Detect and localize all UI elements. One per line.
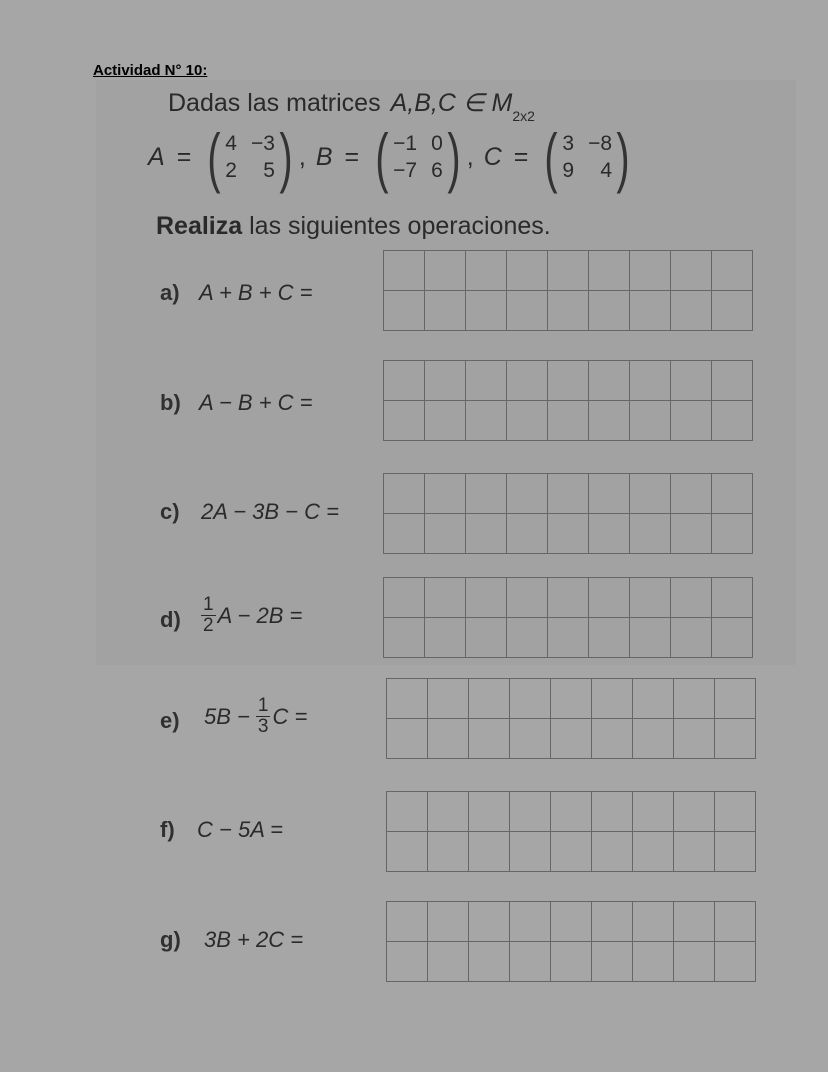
grid-cell[interactable] [674,679,715,719]
grid-cell[interactable] [592,942,633,982]
grid-cell[interactable] [592,679,633,719]
grid-cell[interactable] [630,291,671,331]
grid-cell[interactable] [548,618,589,658]
answer-grid[interactable] [386,791,756,872]
grid-cell[interactable] [674,832,715,872]
instruction [156,212,551,241]
grid-cell[interactable] [428,902,469,942]
grid-cell[interactable] [589,291,630,331]
grid-cell[interactable] [466,578,507,618]
grid-cell[interactable] [712,474,753,514]
grid-cell[interactable] [548,291,589,331]
grid-row [384,578,753,618]
grid-cell[interactable] [428,792,469,832]
grid-cell[interactable] [469,942,510,982]
grid-row [387,832,756,872]
grid-cell[interactable] [592,719,633,759]
grid-cell[interactable] [671,401,712,441]
grid-cell[interactable] [551,942,592,982]
answer-grid[interactable] [386,901,756,982]
exercise-g [0,901,828,991]
grid-cell[interactable] [428,832,469,872]
grid-cell[interactable] [712,401,753,441]
grid-cell[interactable] [712,578,753,618]
grid-cell[interactable] [466,401,507,441]
page-title: Actividad N° 10: [93,62,208,79]
fraction [256,696,271,737]
exercise-f [0,791,828,881]
exercise-label: c) [160,499,180,524]
grid-cell[interactable] [425,401,466,441]
grid-cell[interactable] [633,792,674,832]
grid-cell[interactable] [633,679,674,719]
grid-cell[interactable] [633,942,674,982]
grid-cell[interactable] [466,251,507,291]
grid-cell[interactable] [466,361,507,401]
grid-cell[interactable] [510,942,551,982]
grid-cell[interactable] [674,902,715,942]
exercise-e [0,678,828,768]
grid-cell[interactable] [425,618,466,658]
matrix-cell: 4 [225,132,237,155]
grid-cell[interactable] [428,719,469,759]
grid-cell[interactable] [589,618,630,658]
grid-cell[interactable] [589,474,630,514]
grid-cell[interactable] [425,474,466,514]
grid-cell[interactable] [466,474,507,514]
grid-cell[interactable] [712,514,753,554]
grid-cell[interactable] [630,251,671,291]
grid-cell[interactable] [589,578,630,618]
intro-sets: A,B,C ∈ M [390,89,513,117]
grid-cell[interactable] [551,679,592,719]
grid-cell[interactable] [592,832,633,872]
matrix-definitions: A = ( 4 −3 2 5 ) , B = ( −1 0 −7 6 ) , C = ( 3 −8 9 4 ) [148,120,630,194]
grid-cell[interactable] [548,401,589,441]
exercise-c [0,473,828,563]
grid-cell[interactable] [466,291,507,331]
grid-cell[interactable] [507,514,548,554]
matrix-c-name: C [483,142,502,171]
grid-cell[interactable] [630,474,671,514]
grid-cell[interactable] [387,902,428,942]
expression-text: A − 2B = [217,602,303,628]
intro-subscript: 2x2 [512,108,535,124]
fraction-numerator: 1 [257,695,269,716]
grid-cell[interactable] [384,514,425,554]
grid-cell[interactable] [387,719,428,759]
grid-cell[interactable] [630,401,671,441]
grid-cell[interactable] [510,719,551,759]
grid-cell[interactable] [466,514,507,554]
grid-cell[interactable] [712,291,753,331]
grid-cell[interactable] [384,474,425,514]
instruction-rest: las siguientes operaciones. [242,212,551,240]
exercise-expression: 2A − 3B − C = [201,499,339,524]
grid-cell[interactable] [551,832,592,872]
grid-cell[interactable] [633,902,674,942]
grid-row [387,942,756,982]
grid-cell[interactable] [633,832,674,872]
grid-cell[interactable] [384,361,425,401]
grid-row [387,679,756,719]
grid-cell[interactable] [630,578,671,618]
grid-cell[interactable] [712,251,753,291]
grid-row [384,474,753,514]
grid-cell[interactable] [387,792,428,832]
grid-cell[interactable] [674,719,715,759]
grid-cell[interactable] [548,578,589,618]
matrix-cell: −3 [250,132,275,155]
exercise-expression: C − 5A = [197,817,284,842]
matrix-cell: 3 [562,132,575,155]
grid-cell[interactable] [510,832,551,872]
grid-cell[interactable] [510,902,551,942]
grid-cell[interactable] [469,832,510,872]
grid-cell[interactable] [715,832,756,872]
grid-row [384,361,753,401]
exercise-label: d) [160,607,181,632]
matrix-cell: 4 [600,159,613,182]
grid-cell[interactable] [551,792,592,832]
grid-cell[interactable] [548,474,589,514]
grid-cell[interactable] [387,942,428,982]
matrix-cell: 5 [263,159,275,182]
exercise-expression: 3B + 2C = [204,927,304,952]
grid-row [384,514,753,554]
grid-cell[interactable] [384,618,425,658]
grid-cell[interactable] [712,361,753,401]
grid-row [387,902,756,942]
grid-cell[interactable] [551,902,592,942]
grid-cell[interactable] [589,401,630,441]
grid-cell[interactable] [592,792,633,832]
grid-cell[interactable] [671,514,712,554]
exercise-a [0,250,828,340]
grid-cell[interactable] [466,618,507,658]
grid-row [384,401,753,441]
expression-text: C = [272,703,308,729]
grid-cell[interactable] [387,679,428,719]
grid-cell[interactable] [715,679,756,719]
grid-row [387,792,756,832]
grid-cell[interactable] [510,679,551,719]
matrix-b [393,130,443,184]
exercise-label: a) [160,280,180,305]
intro-label: Dadas las matrices [168,89,381,117]
grid-row [384,618,753,658]
exercise-expression [199,595,302,636]
grid-cell[interactable] [633,719,674,759]
grid-row [384,251,753,291]
grid-cell[interactable] [425,514,466,554]
grid-cell[interactable] [548,361,589,401]
grid-cell[interactable] [592,902,633,942]
fraction-denominator: 2 [203,615,214,636]
grid-cell[interactable] [630,361,671,401]
grid-cell[interactable] [384,251,425,291]
grid-cell[interactable] [671,578,712,618]
grid-cell[interactable] [671,474,712,514]
matrix-cell: 6 [431,159,443,182]
grid-cell[interactable] [507,291,548,331]
grid-cell[interactable] [674,942,715,982]
grid-cell[interactable] [428,679,469,719]
grid-cell[interactable] [384,291,425,331]
grid-row [384,291,753,331]
grid-cell[interactable] [715,719,756,759]
grid-cell[interactable] [425,361,466,401]
matrix-cell: 2 [225,159,237,182]
matrix-b-name: B [315,142,333,171]
grid-cell[interactable] [671,361,712,401]
fraction-denominator: 3 [257,716,269,737]
exercise-expression: A − B + C = [199,390,313,415]
grid-cell[interactable] [425,578,466,618]
exercise-d [0,577,828,667]
grid-cell[interactable] [630,618,671,658]
grid-cell[interactable] [384,578,425,618]
matrix-cell: −7 [393,159,418,182]
matrix-cell: −8 [588,132,613,155]
grid-cell[interactable] [469,719,510,759]
grid-row [387,719,756,759]
expression-prefix: 5B − [204,703,250,729]
matrix-c [562,130,612,184]
grid-cell[interactable] [384,401,425,441]
answer-grid[interactable] [383,473,753,554]
grid-cell[interactable] [715,792,756,832]
grid-cell[interactable] [507,618,548,658]
matrix-a-name: A [148,142,165,171]
grid-cell[interactable] [387,832,428,872]
grid-cell[interactable] [507,474,548,514]
grid-cell[interactable] [507,251,548,291]
exercise-expression [204,696,307,737]
answer-grid[interactable] [383,577,753,658]
fraction [201,595,216,636]
grid-cell[interactable] [428,942,469,982]
grid-cell[interactable] [715,942,756,982]
grid-cell[interactable] [551,719,592,759]
grid-cell[interactable] [510,792,551,832]
grid-cell[interactable] [469,679,510,719]
grid-cell[interactable] [715,902,756,942]
answer-grid[interactable] [386,678,756,759]
fraction-numerator: 1 [203,594,214,615]
grid-cell[interactable] [507,361,548,401]
grid-cell[interactable] [469,902,510,942]
grid-cell[interactable] [671,291,712,331]
exercise-expression: A + B + C = [199,280,313,305]
grid-cell[interactable] [589,361,630,401]
grid-cell[interactable] [589,514,630,554]
grid-cell[interactable] [589,251,630,291]
answer-grid[interactable] [383,360,753,441]
grid-cell[interactable] [507,578,548,618]
exercise-label: e) [160,708,180,733]
matrix-cell: 0 [431,132,443,155]
answer-grid[interactable] [383,250,753,331]
grid-cell[interactable] [469,792,510,832]
matrix-cell: 9 [562,159,575,182]
grid-cell[interactable] [671,251,712,291]
matrix-cell: −1 [393,132,418,155]
grid-cell[interactable] [548,514,589,554]
instruction-bold: Realiza [156,212,243,240]
exercise-label: g) [160,927,181,952]
grid-cell[interactable] [548,251,589,291]
grid-cell[interactable] [507,401,548,441]
intro-text [168,88,535,124]
grid-cell[interactable] [674,792,715,832]
grid-cell[interactable] [630,514,671,554]
exercise-label: b) [160,390,181,415]
grid-cell[interactable] [671,618,712,658]
exercise-label: f) [160,817,175,842]
matrix-a [225,130,275,184]
exercise-b [0,360,828,450]
grid-cell[interactable] [425,251,466,291]
grid-cell[interactable] [425,291,466,331]
grid-cell[interactable] [712,618,753,658]
